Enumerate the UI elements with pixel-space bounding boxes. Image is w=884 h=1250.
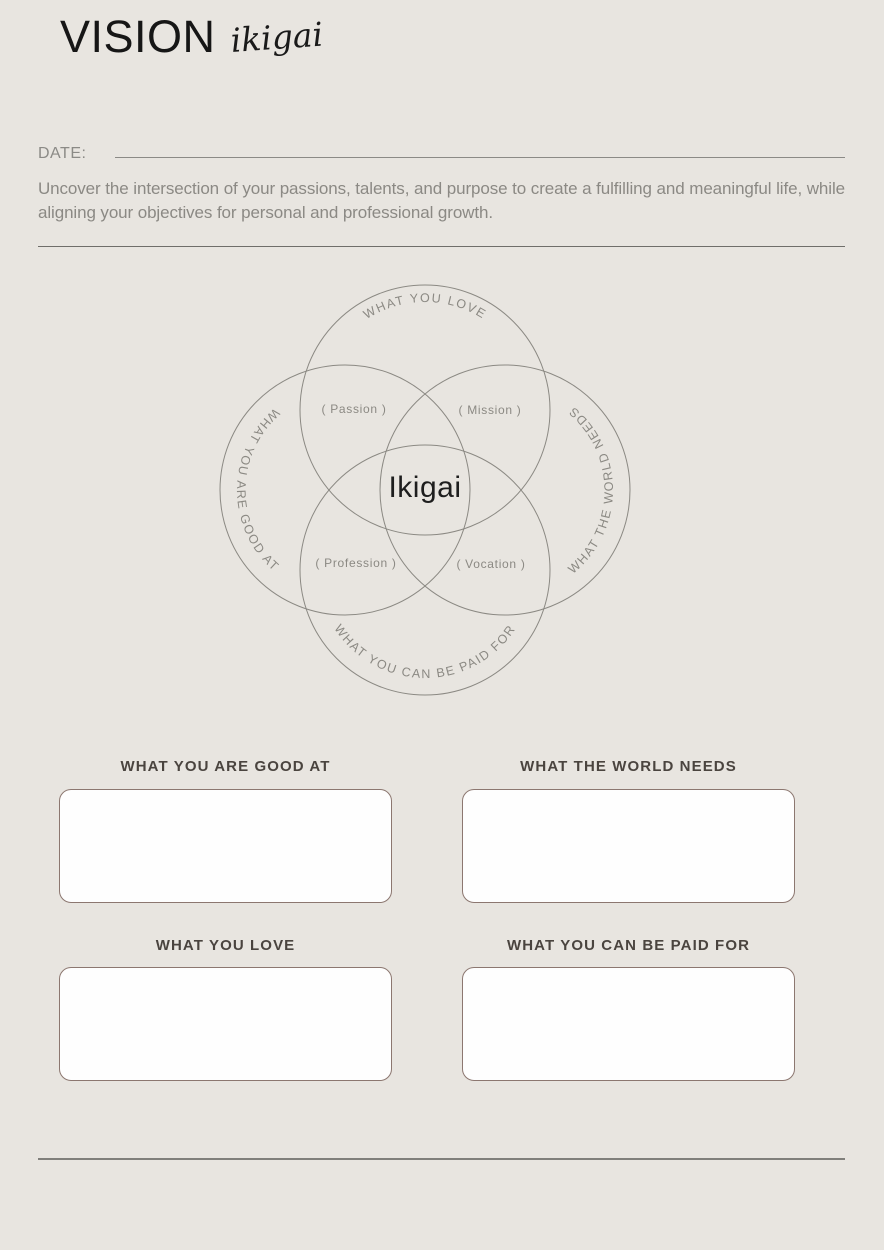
ikigai-venn-diagram xyxy=(190,270,660,710)
svg-text:WHAT YOU CAN BE PAID FOR xyxy=(331,622,518,681)
intro-paragraph: Uncover the intersection of your passions, talents, and purpose to create a fulfilling and meaningful life, while aligning your objectives for personal and professional growth. xyxy=(38,179,845,222)
bottom-divider xyxy=(38,1158,845,1160)
svg-text:WHAT YOU LOVE xyxy=(361,291,489,322)
top-divider xyxy=(38,246,845,247)
svg-text:WHAT THE WORLD NEEDS xyxy=(565,404,616,577)
input-box-love[interactable] xyxy=(59,967,392,1081)
input-box-paid-for[interactable] xyxy=(462,967,795,1081)
date-label: DATE: xyxy=(38,145,87,162)
circle-label-love: WHAT YOU LOVE xyxy=(360,290,490,322)
date-input-line[interactable] xyxy=(115,142,845,158)
input-box-good-at[interactable] xyxy=(59,789,392,903)
section-heading-love: WHAT YOU LOVE xyxy=(155,937,296,954)
intersection-label-mission: ( Mission ) xyxy=(458,403,522,417)
ikigai-center-label: Ikigai xyxy=(388,471,462,504)
intersection-label-passion: ( Passion ) xyxy=(321,402,387,416)
svg-text:WHAT YOU ARE GOOD AT xyxy=(234,406,282,575)
input-box-world-needs[interactable] xyxy=(462,789,795,903)
circle-label-world-needs: WHAT THE WORLD NEEDS xyxy=(565,403,617,577)
circle-label-good-at: WHAT YOU ARE GOOD AT xyxy=(233,405,283,575)
logo xyxy=(60,8,324,66)
intersection-label-profession: ( Profession ) xyxy=(315,556,397,570)
intersection-label-vocation: ( Vocation ) xyxy=(456,557,526,571)
section-heading-world-needs: WHAT THE WORLD NEEDS xyxy=(520,758,737,775)
circle-label-paid-for: WHAT YOU CAN BE PAID FOR xyxy=(331,621,519,682)
page-title-script: ikigai xyxy=(228,14,324,61)
section-heading-paid-for: WHAT YOU CAN BE PAID FOR xyxy=(506,937,751,954)
page-title: VISION xyxy=(60,11,216,62)
section-heading-good-at: WHAT YOU ARE GOOD AT xyxy=(120,758,331,775)
